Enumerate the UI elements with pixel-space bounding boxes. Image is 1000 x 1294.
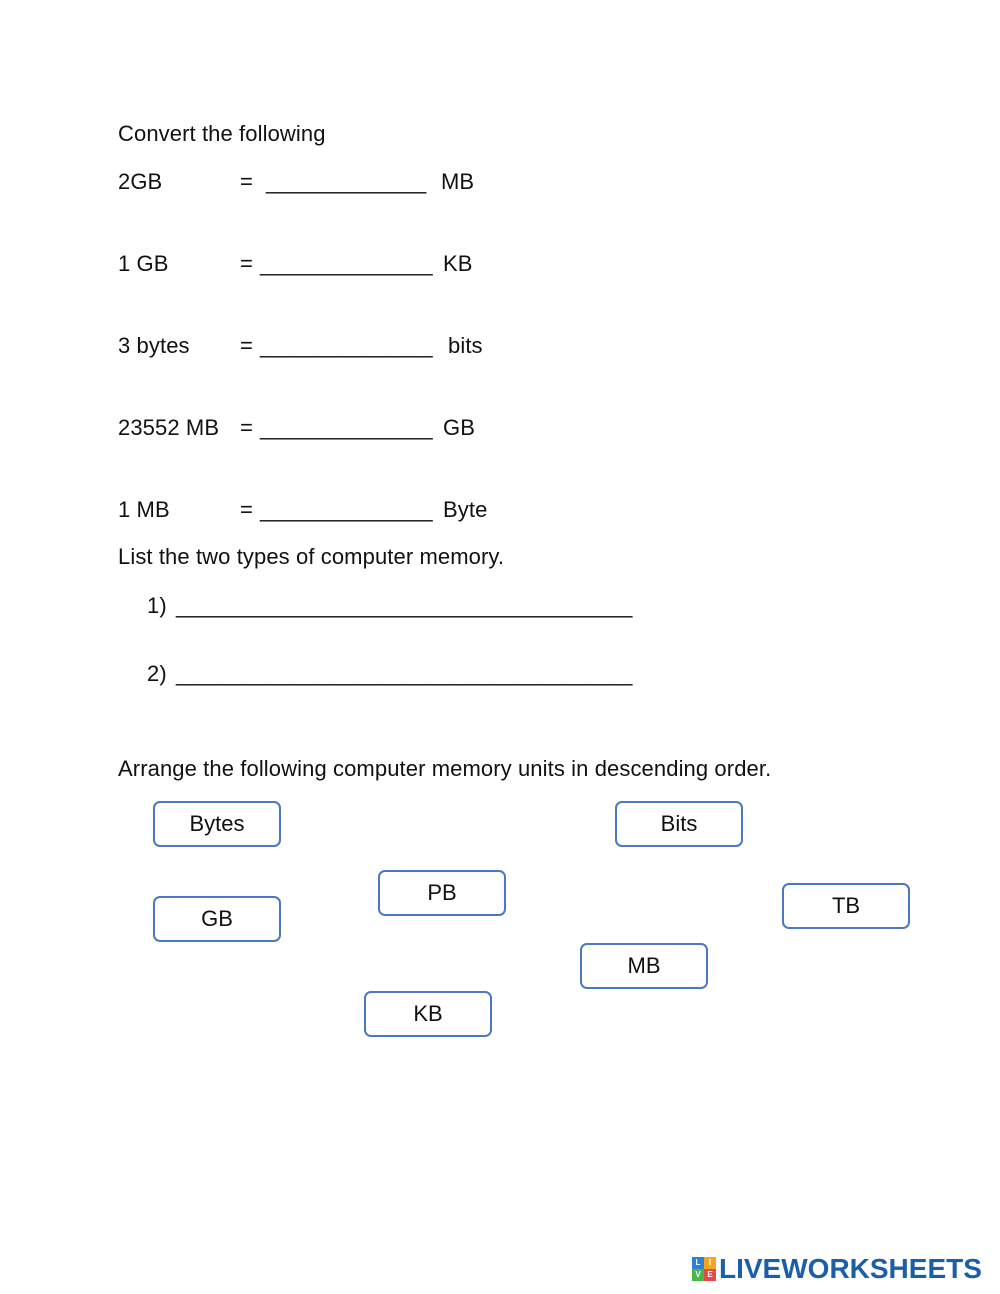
- unit-box-label: Bytes: [189, 811, 245, 836]
- unit-box-label: Bits: [660, 811, 698, 836]
- logo-letter: V: [692, 1269, 704, 1281]
- convert-row-4-unit: GB: [443, 415, 475, 440]
- memory-item-1-number: 1): [147, 593, 167, 618]
- unit-box-kb[interactable]: [364, 991, 492, 1037]
- liveworksheets-logo: [692, 1252, 992, 1286]
- unit-box-bits[interactable]: [615, 801, 743, 847]
- convert-row-2-answer-blank[interactable]: ______________: [260, 251, 433, 276]
- convert-row-5-equals: =: [240, 497, 253, 522]
- convert-row-3-unit: bits: [448, 333, 483, 358]
- convert-row-3-equals: =: [240, 333, 253, 358]
- unit-box-pb[interactable]: [378, 870, 506, 916]
- logo-letter: L: [692, 1257, 704, 1269]
- logo-letter: E: [704, 1269, 716, 1281]
- convert-row-5-left: 1 MB: [118, 497, 170, 522]
- convert-row-1-equals: =: [240, 169, 253, 194]
- convert-heading: Convert the following: [118, 121, 326, 146]
- convert-row-2-equals: =: [240, 251, 253, 276]
- convert-row-5-unit: Byte: [443, 497, 488, 522]
- arrange-heading: Arrange the following computer memory units in descending order.: [118, 756, 772, 781]
- convert-row-4-left: 23552 MB: [118, 415, 220, 440]
- logo-mark-icon: [692, 1257, 716, 1281]
- unit-box-label: KB: [413, 1001, 443, 1026]
- convert-row-2-left: 1 GB: [118, 251, 169, 276]
- convert-row-3-answer-blank[interactable]: ______________: [260, 333, 433, 358]
- convert-row-3-left: 3 bytes: [118, 333, 190, 358]
- unit-box-mb[interactable]: [580, 943, 708, 989]
- convert-row-4-answer-blank[interactable]: ______________: [260, 415, 433, 440]
- convert-row-1-left: 2GB: [118, 169, 163, 194]
- logo-text: LIVEWORKSHEETS: [719, 1253, 982, 1284]
- memory-item-2-answer-blank[interactable]: _____________________________________: [176, 661, 633, 686]
- memory-heading: List the two types of computer memory.: [118, 544, 505, 569]
- unit-box-tb[interactable]: [782, 883, 910, 929]
- unit-box-label: GB: [201, 906, 233, 931]
- unit-box-label: PB: [427, 880, 457, 905]
- unit-box-label: MB: [627, 953, 661, 978]
- convert-row-5-answer-blank[interactable]: ______________: [260, 497, 433, 522]
- logo-letter: I: [704, 1257, 716, 1269]
- memory-item-1-answer-blank[interactable]: _____________________________________: [176, 593, 633, 618]
- convert-row-2-unit: KB: [443, 251, 473, 276]
- memory-item-2-number: 2): [147, 661, 167, 686]
- unit-box-gb[interactable]: [153, 896, 281, 942]
- convert-row-4-equals: =: [240, 415, 253, 440]
- unit-box-bytes[interactable]: [153, 801, 281, 847]
- unit-box-label: TB: [831, 893, 861, 918]
- convert-row-1-unit: MB: [441, 169, 475, 194]
- convert-row-1-answer-blank[interactable]: _____________: [266, 169, 427, 194]
